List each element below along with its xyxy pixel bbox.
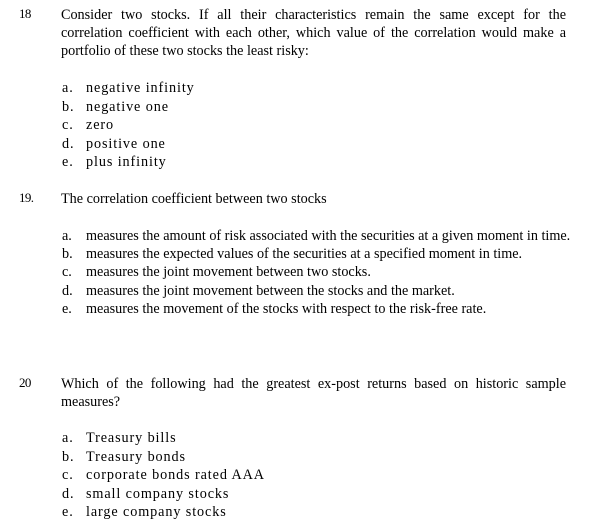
option-text: zero xyxy=(86,117,115,133)
question-text: Which of the following had the greatest ex-post returns based on historic sample measures? xyxy=(61,376,566,410)
option-text: plus infinity xyxy=(86,154,167,170)
option-letter: b. xyxy=(62,98,75,115)
question-number: 18 xyxy=(19,6,31,21)
option-letter: d. xyxy=(62,135,75,152)
option-e xyxy=(61,300,571,318)
option-letter: c. xyxy=(62,467,74,483)
option-e xyxy=(61,503,571,522)
option-text: small company stocks xyxy=(86,485,230,502)
option-letter: e. xyxy=(62,154,74,170)
option-d xyxy=(61,135,571,154)
option-letter: a. xyxy=(62,430,74,446)
options-list xyxy=(61,79,571,172)
option-letter: e. xyxy=(62,300,72,317)
option-c xyxy=(61,263,571,281)
options-list xyxy=(61,429,571,522)
option-e xyxy=(61,153,571,172)
question-number: 20 xyxy=(19,375,31,390)
option-a xyxy=(61,429,571,448)
option-letter: e. xyxy=(62,504,74,520)
option-d xyxy=(61,485,571,504)
option-text: negative infinity xyxy=(86,80,195,96)
option-b xyxy=(61,245,571,263)
option-text: Treasury bills xyxy=(86,430,177,446)
option-text: large company stocks xyxy=(86,504,227,520)
option-letter: a. xyxy=(62,80,74,96)
option-a xyxy=(61,227,571,245)
option-text: Treasury bonds xyxy=(86,448,186,465)
question-number: 19. xyxy=(19,190,34,205)
option-text: measures the joint movement between the stocks and the market. xyxy=(86,282,455,299)
options-list xyxy=(61,227,571,318)
option-text: measures the amount of risk associated with the securities at a given moment in time. xyxy=(86,228,571,244)
option-letter: d. xyxy=(62,485,75,502)
option-text: positive one xyxy=(86,135,166,152)
question-text: Consider two stocks. If all their characteristics remain the same except for the correlation coefficient with each other, which value of the correlation would make a portfolio of these two stocks the least risky: xyxy=(61,7,566,59)
option-letter: b. xyxy=(62,246,73,263)
option-letter: a. xyxy=(62,228,72,244)
option-c xyxy=(61,466,571,485)
option-text: measures the movement of the stocks with respect to the risk-free rate. xyxy=(86,300,487,317)
option-text: measures the expected values of the securities at a specified moment in time. xyxy=(86,246,523,263)
option-letter: b. xyxy=(62,448,75,465)
option-d xyxy=(61,282,571,300)
option-text: measures the joint movement between two stocks. xyxy=(86,264,371,281)
option-letter: d. xyxy=(62,282,73,299)
option-c xyxy=(61,116,571,135)
option-letter: c. xyxy=(62,264,72,281)
option-b xyxy=(61,98,571,117)
option-text: negative one xyxy=(86,98,169,115)
option-a xyxy=(61,79,571,98)
option-text: corporate bonds rated AAA xyxy=(86,467,265,483)
question-text: The correlation coefficient between two stocks xyxy=(61,191,327,207)
option-b xyxy=(61,448,571,467)
option-letter: c. xyxy=(62,117,74,133)
